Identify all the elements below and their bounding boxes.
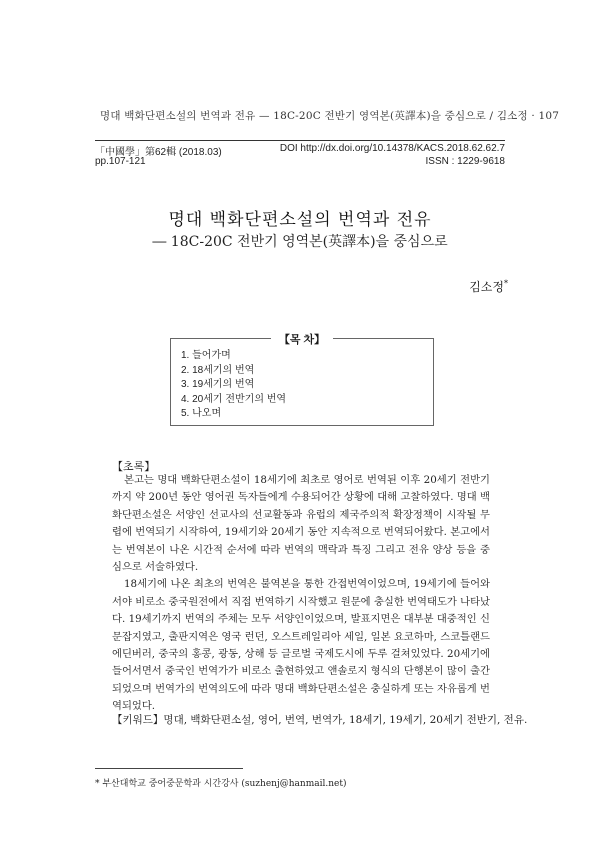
abstract-label: 【초록】: [112, 460, 156, 473]
journal-doi[interactable]: DOI http://dx.doi.org/10.14378/KACS.2018.62.62.7: [279, 143, 505, 154]
author: [469, 278, 508, 295]
journal-pages: pp.107-121: [95, 156, 146, 167]
running-header: 명대 백화단편소설의 번역과 전유 — 18C-20C 전반기 영역본(英譯本)을 중심으로 / 김소정 · 107: [100, 110, 560, 122]
journal-info: [95, 140, 505, 167]
toc-item: 5. 나오며: [181, 408, 222, 419]
journal-issn: ISSN : 1229-9618: [425, 156, 505, 167]
toc-heading: 【목 차】: [271, 334, 333, 346]
paper-subtitle: ― 18C-20C 전반기 영역본(英譯本)을 중심으로: [152, 234, 448, 250]
footnote-divider: [95, 768, 243, 769]
footnote: * 부산대학교 중어중문학과 시간강사 (suzhenj@hanmail.net): [95, 779, 347, 789]
abstract: [112, 472, 490, 716]
table-of-contents: [170, 334, 434, 426]
journal-name: 「中國學」第62輯 (2018.03): [95, 147, 222, 158]
toc-item: 1. 들어가며: [181, 350, 231, 361]
toc-item: 3. 19세기의 번역: [181, 379, 255, 390]
author-name: 김소정: [469, 280, 504, 294]
author-footnote-mark: *: [504, 279, 508, 288]
toc-item: 4. 20세기 전반기의 번역: [181, 393, 287, 405]
abstract-paragraph: 18세기에 나온 최초의 번역은 불역본을 통한 간접번역이었으며, 19세기에 들어와서야 비로소 중국원전에서 직접 번역하기 시작했고 원문에 충실한 번역태도가 나타났다. 19세기까지 번역의 주체는 모두 서양인이었으며, 발표지면은 대부분 대중적인 신문잡지였고, 출판지역은 영국 런던, 오스트레일리아 세일, 일본 요코하마, 스코틀랜드 에딘버러, 중국의 홍콩, 광동, 상해 등 글로벌 국제도시에 두루 걸쳐있었다. 20세기에 들어서면서 중국인 번역가가 비로소 출현하였고 앤솔로지 형식의 단행본이 많이 출간되었으며 번역가의 번역의도에 따라 명대 백화단편소설은 충실하게 또는 자유롭게 번역되었다.: [112, 578, 490, 713]
paper-title: 명대 백화단편소설의 번역과 전유: [168, 210, 432, 230]
abstract-paragraph: 본고는 명대 백화단편소설이 18세기에 최초로 영어로 번역된 이후 20세기 전반기까지 약 200년 동안 영어권 독자들에게 수용되어간 상황에 대해 고찰하였다. 명대 백화단편소설은 서양인 선교사의 선교활동과 유럽의 제국주의적 확장정책이 시작될 무렵에 번역되기 시작하여, 19세기와 20세기 동안 지속적으로 번역되어왔다. 본고에서는 번역본이 나온 시간적 순서에 따라 번역의 맥락과 특징 그리고 전유 양상 등을 중심으로 서술하였다.: [112, 474, 490, 574]
keywords: 【키워드】명대, 백화단편소설, 영어, 번역, 번역가, 18세기, 19세기, 20세기 전반기, 전유.: [112, 714, 528, 726]
toc-item: 2. 18세기의 번역: [181, 364, 255, 376]
toc-list: [181, 349, 286, 422]
